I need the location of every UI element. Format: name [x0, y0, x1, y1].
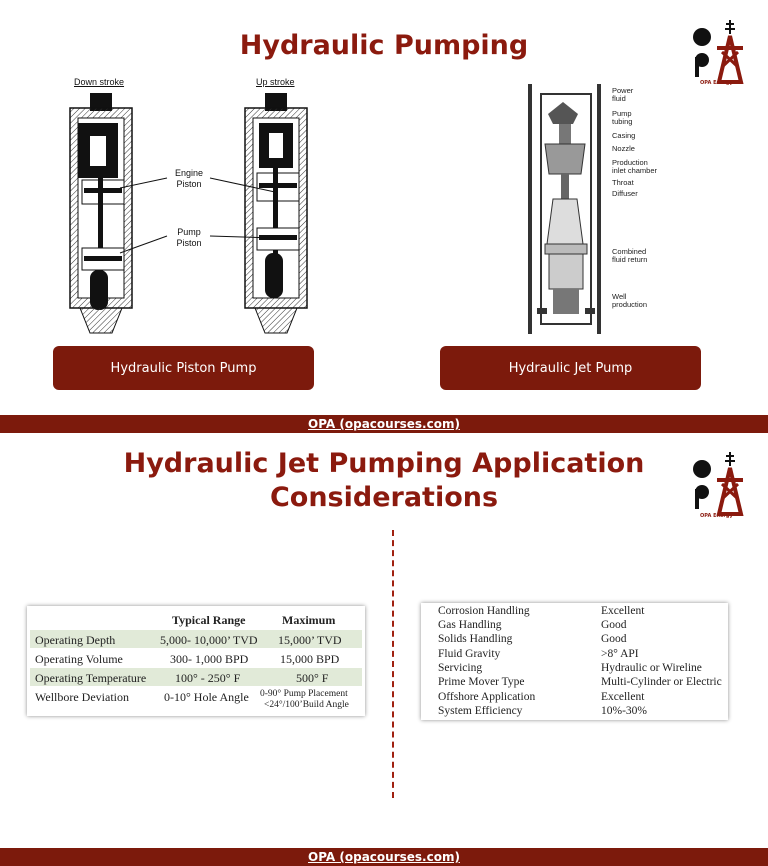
- opa-logo-icon: [690, 444, 750, 519]
- up-stroke-label: Up stroke: [256, 77, 295, 87]
- table-row: Gas Handling Good: [438, 619, 627, 631]
- slide1-title: Hydraulic Pumping: [239, 30, 529, 61]
- opa-logo-icon: [690, 12, 750, 87]
- table-row: Servicing Hydraulic or Wireline: [438, 662, 702, 674]
- range-table: [27, 606, 365, 716]
- table-row: Operating Temperature 100° - 250° F 500° F: [30, 668, 362, 686]
- table-row: Prime Mover Type Multi-Cylinder or Electric: [438, 676, 722, 688]
- jet-label-diffuser: Diffuser: [612, 189, 638, 198]
- down-stroke-label: Down stroke: [74, 77, 125, 87]
- table-row: System Efficiency 10%-30%: [438, 705, 647, 717]
- jet-label-production-inlet: Production inlet chamber: [612, 158, 658, 175]
- pump-piston-label: Pump Piston: [176, 227, 202, 248]
- footer-link-1[interactable]: OPA (opacourses.com): [0, 415, 768, 433]
- caption-piston-pump: Hydraulic Piston Pump: [53, 346, 314, 390]
- slide2-title-line1: Hydraulic Jet Pumping Application: [123, 448, 645, 479]
- jet-label-casing: Casing: [612, 131, 636, 140]
- jet-label-combined-return: Combined fluid return: [612, 247, 648, 264]
- jet-label-nozzle: Nozzle: [612, 144, 635, 153]
- table-row: Offshore Application Excellent: [438, 691, 645, 703]
- piston-pump-diagram: [60, 88, 310, 338]
- table-row: Corrosion Handling Excellent: [438, 605, 645, 617]
- table-row: Fluid Gravity >8° API: [438, 648, 639, 660]
- slide2-title-line2: Considerations: [269, 482, 499, 513]
- slide2-title: [0, 447, 768, 515]
- table-row: Wellbore Deviation 0-10° Hole Angle 0-90° Pump Placement <24°/100’Build Angle: [35, 689, 349, 710]
- logo-caption: OPA Energy: [700, 80, 733, 86]
- table-header-row: Typical Range Maximum: [172, 613, 336, 627]
- jet-label-well-production: Well production: [612, 292, 648, 309]
- dashed-divider: [392, 530, 394, 798]
- jet-label-pump-tubing: Pump tubing: [612, 109, 633, 126]
- jet-label-power-fluid: Power fluid: [612, 86, 634, 103]
- table-row: Solids Handling Good: [438, 633, 627, 645]
- logo-caption: OPA Energy: [700, 513, 733, 519]
- jet-label-throat: Throat: [612, 178, 634, 187]
- caption-jet-pump: Hydraulic Jet Pump: [440, 346, 701, 390]
- table-row: Operating Depth 5,000- 10,000’ TVD 15,000’ TVD: [30, 630, 362, 648]
- footer-link-2[interactable]: OPA (opacourses.com): [0, 848, 768, 866]
- engine-piston-label: Engine Piston: [174, 168, 204, 189]
- table-row: Operating Volume 300- 1,000 BPD 15,000 BPD: [35, 652, 340, 666]
- jet-pump-diagram: [523, 84, 613, 338]
- property-table: [421, 603, 728, 720]
